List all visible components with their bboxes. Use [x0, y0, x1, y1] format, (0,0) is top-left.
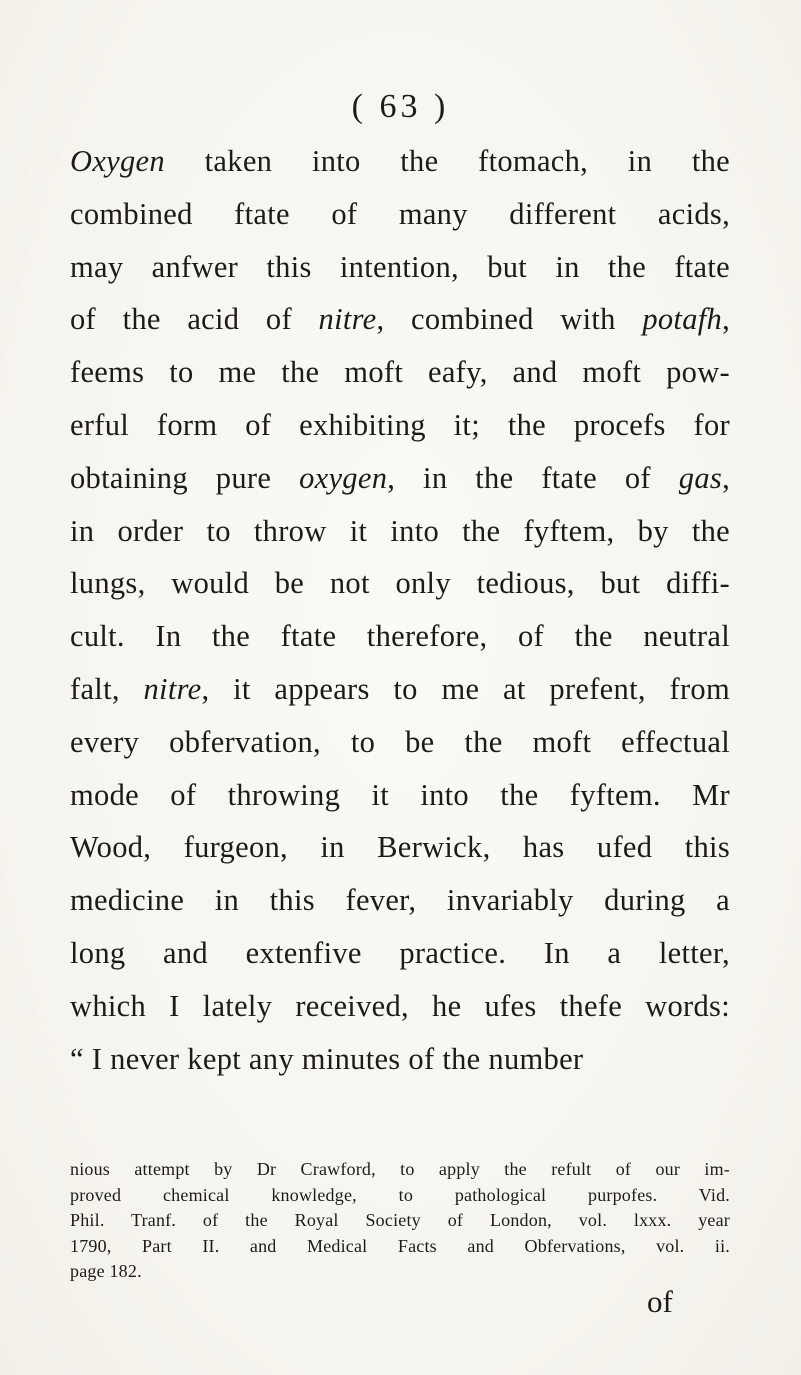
text-line	[70, 346, 730, 399]
text-run: long and extenfive practice. In a letter,	[70, 935, 730, 970]
italic-term: nitre	[318, 302, 377, 337]
text-run: falt,	[70, 671, 144, 706]
text-line	[70, 557, 730, 610]
text-run: of the acid of	[70, 302, 319, 337]
catchword: of	[647, 1284, 673, 1319]
text-run: every obfervation, to be the moft effectual	[70, 724, 730, 759]
text-line	[70, 610, 730, 663]
italic-term: Oxygen	[70, 144, 165, 178]
text-run: erful form of exhibiting it; the procefs for	[70, 407, 730, 442]
text-line	[70, 1033, 730, 1086]
text-run: may anfwer this intention, but in the ftate	[70, 249, 730, 284]
text-line	[70, 293, 730, 346]
page-number: ( 63 )	[351, 88, 450, 125]
text-run: , combined with	[376, 302, 643, 337]
italic-term: potafh	[642, 302, 723, 337]
text-run: ,	[722, 302, 731, 337]
footnote	[70, 1157, 730, 1285]
text-line	[70, 874, 730, 927]
text-line	[70, 399, 730, 452]
text-run: combined ftate of many different acids,	[70, 196, 730, 231]
footnote-line: 1790, Part II. and Medical Facts and Obfervations, vol. ii.	[70, 1235, 730, 1256]
footnote-line: proved chemical knowledge, to pathological purpofes. Vid.	[70, 1184, 730, 1205]
italic-term: oxygen	[299, 460, 388, 495]
text-line	[70, 452, 730, 505]
footnote-line: nious attempt by Dr Crawford, to apply the refult of our im-	[70, 1159, 730, 1179]
text-run: lungs, would be not only tedious, but diffi-	[70, 566, 730, 601]
text-line	[70, 505, 730, 558]
text-line	[70, 821, 730, 874]
text-run: taken into the ftomach, in the	[164, 144, 730, 178]
text-run: , in the ftate of	[387, 460, 679, 495]
text-line	[70, 663, 730, 716]
italic-term: gas	[678, 460, 723, 495]
text-line	[70, 980, 730, 1033]
text-line	[70, 135, 730, 188]
text-run: mode of throwing it into the fyftem. Mr	[70, 777, 730, 812]
footnote-line: Phil. Tranf. of the Royal Society of London, vol. lxxx. year	[70, 1210, 730, 1230]
text-run: obtaining pure	[70, 460, 300, 495]
text-run: ,	[722, 460, 730, 495]
text-line	[70, 769, 730, 822]
text-run: Wood, furgeon, in Berwick, has ufed this	[70, 830, 730, 865]
text-run: cult. In the ftate therefore, of the neutral	[70, 619, 730, 654]
footnote-line: page 182.	[70, 1261, 142, 1281]
text-run: in order to throw it into the fyftem, by the	[70, 513, 730, 548]
text-run: , it appears to me at prefent, from	[201, 671, 730, 706]
text-line	[70, 927, 730, 980]
italic-term: nitre	[143, 671, 202, 706]
text-run: which I lately received, he ufes thefe words:	[70, 988, 730, 1023]
text-run: feems to me the moft eafy, and moft pow-	[70, 355, 730, 390]
main-paragraph	[70, 135, 730, 1085]
text-line	[70, 188, 730, 241]
text-line	[70, 241, 730, 294]
text-line	[70, 716, 730, 769]
text-run: medicine in this fever, invariably during a	[70, 883, 730, 918]
text-run: “ I never kept any minutes of the number	[70, 1041, 584, 1076]
